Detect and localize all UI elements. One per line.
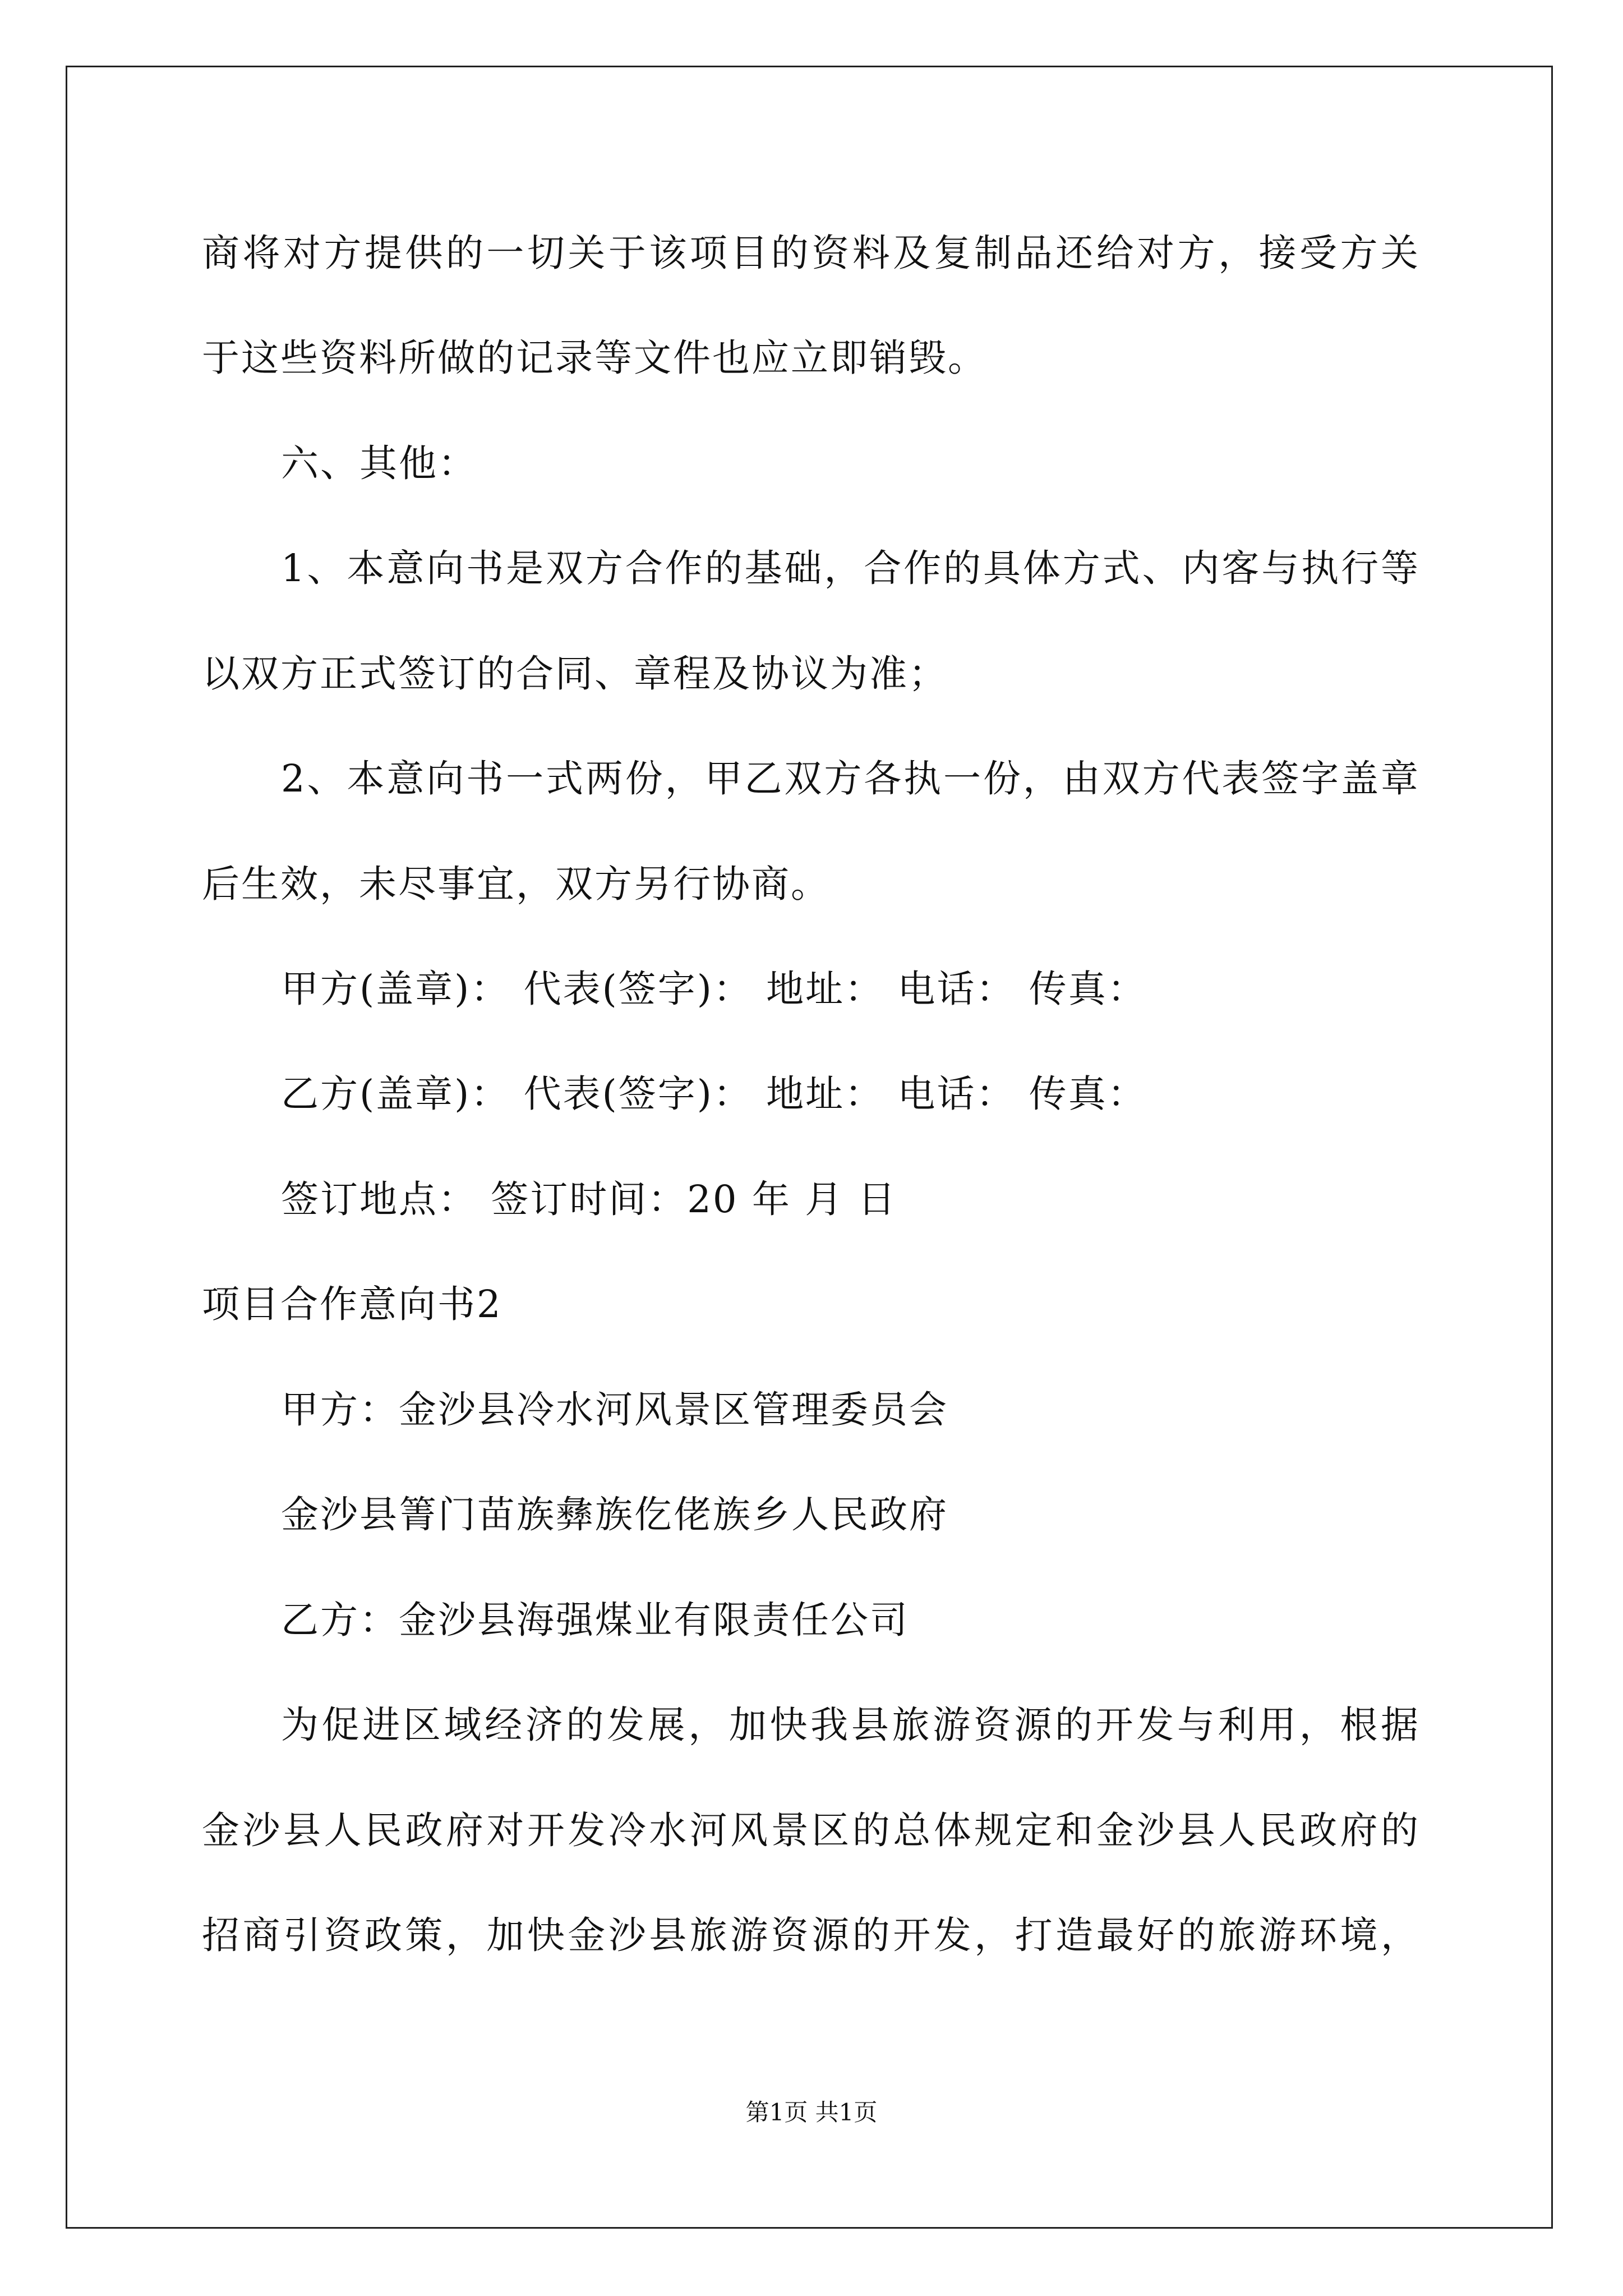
section-heading-other: 六、其他：: [281, 441, 477, 485]
page-border: [66, 66, 1553, 2229]
body-line-1: 商将对方提供的一切关于该项目的资料及复制品还给对方，接受方关: [202, 231, 1420, 275]
signing-place-time-line: 签订地点： 签订时间：20 年 月 日: [281, 1177, 897, 1221]
body-line-15: 为促进区域经济的发展，加快我县旅游资源的开发与利用，根据: [281, 1703, 1420, 1747]
document-title-2: 项目合作意向书2: [202, 1282, 502, 1326]
party-a-signature-line: 甲方(盖章)： 代表(签字)： 地址： 电话： 传真：: [281, 967, 1147, 1011]
body-line-7: 后生效，未尽事宜，双方另行协商。: [202, 862, 830, 906]
body-line-2: 于这些资料所做的记录等文件也应立即销毁。: [202, 336, 987, 380]
page-footer: 第1页 共1页: [745, 2099, 878, 2126]
party-a-name: 甲方：金沙县冷水河风景区管理委员会: [281, 1388, 948, 1432]
body-line-6: 2、本意向书一式两份，甲乙双方各执一份，由双方代表签字盖章: [281, 757, 1420, 800]
party-b-name: 乙方：金沙县海强煤业有限责任公司: [281, 1598, 909, 1642]
body-line-17: 招商引资政策，加快金沙县旅游资源的开发，打造最好的旅游环境，: [202, 1913, 1420, 1957]
body-line-16: 金沙县人民政府对开发冷水河风景区的总体规定和金沙县人民政府的: [202, 1809, 1420, 1852]
body-line-5: 以双方正式签订的合同、章程及协议为准；: [202, 652, 948, 696]
party-b-signature-line: 乙方(盖章)： 代表(签字)： 地址： 电话： 传真：: [281, 1072, 1147, 1116]
party-a-name-2: 金沙县箐门苗族彝族仡佬族乡人民政府: [281, 1493, 948, 1536]
body-line-4: 1、本意向书是双方合作的基础，合作的具体方式、内客与执行等: [281, 546, 1420, 590]
